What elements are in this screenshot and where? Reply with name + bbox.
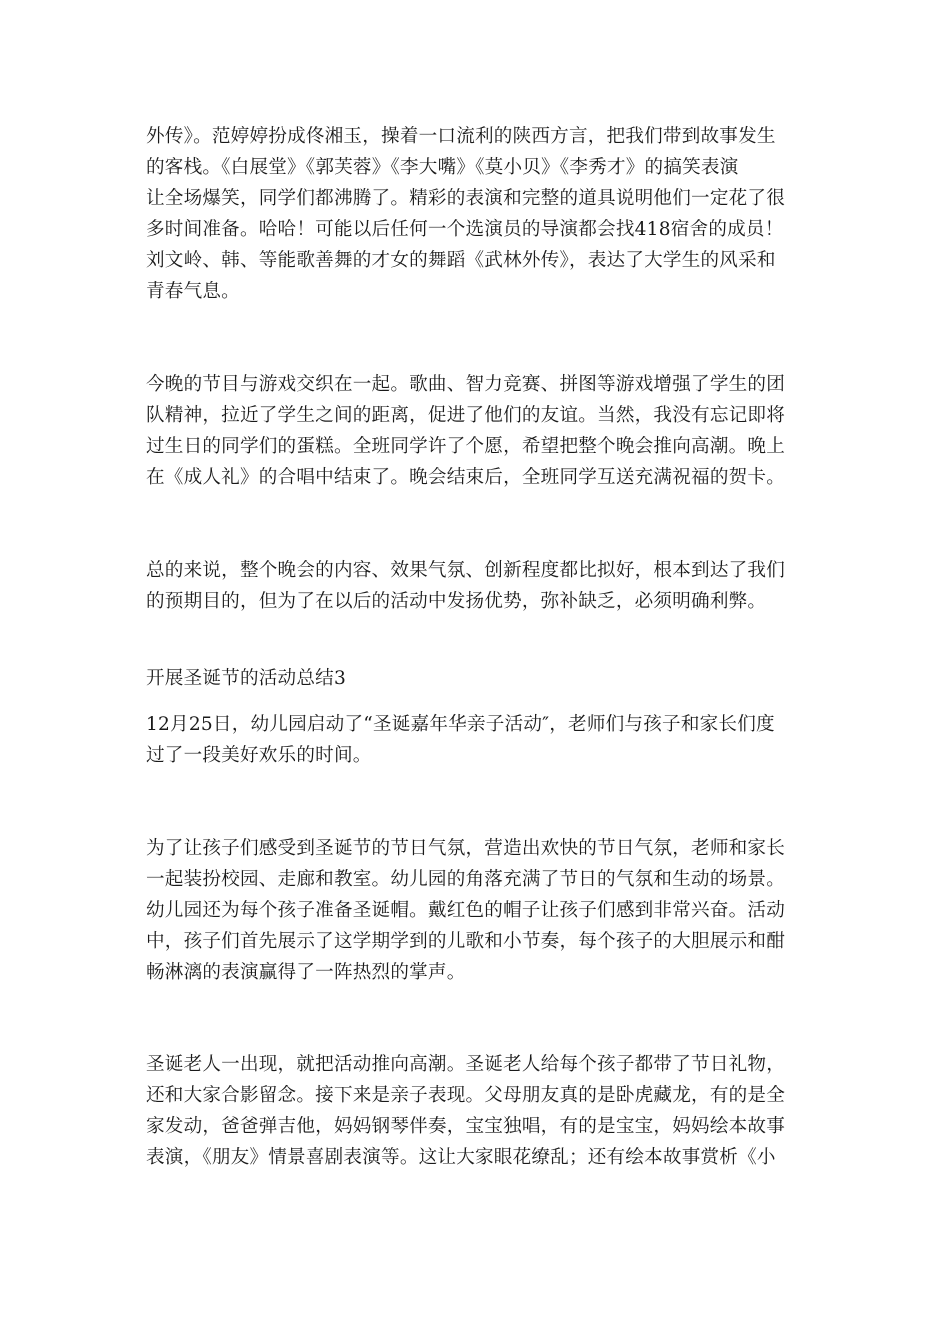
paragraph: 外传》。范婷婷扮成佟湘玉，操着一口流利的陕西方言，把我们带到故事发生 的客栈。《白展堂》《郭芙蓉》《李大嘴》《莫小贝》《李秀才》的搞笑表演 让全场爆笑，同学们都沸腾了。精彩的表演和完整的道具说明他们一定花了很 多时间准备。哈哈！可能以后任何一个选演员的导演都会找418宿舍的成员！ 刘文岭、韩、等能歌善舞的才女的舞蹈《武林外传》，表达了大学生的风采和 青春气息。 bbox=[146, 126, 785, 302]
paragraph: 今晚的节目与游戏交织在一起。歌曲、智力竞赛、拼图等游戏增强了学生的团 队精神，拉近了学生之间的距离，促进了他们的友谊。当然，我没有忘记即将 过生日的同学们的蛋糕。全班同学许了个愿，希望把整个晚会推向高潮。晚上 在《成人礼》的合唱中结束了。晚会结束后，全班同学互送充满祝福的贺卡。 bbox=[146, 374, 785, 488]
paragraph: 为了让孩子们感受到圣诞节的节日气氛，营造出欢快的节日气氛，老师和家长 一起装扮校园、走廊和教室。幼儿园的角落充满了节日的气氛和生动的场景。 幼儿园还为每个孩子准备圣诞帽。戴红色的帽子让孩子们感到非常兴奋。活动 中，孩子们首先展示了这学期学到的儿歌和小节奏，每个孩子的大胆展示和酣 畅淋漓的表演赢得了一阵热烈的掌声。 bbox=[146, 838, 785, 983]
paragraph: 总的来说，整个晚会的内容、效果气氛、创新程度都比拟好，根本到达了我们 的预期目的，但为了在以后的活动中发扬优势，弥补缺乏，必须明确利弊。 bbox=[146, 560, 785, 612]
paragraph: 12月25日，幼儿园启动了“圣诞嘉年华亲子活动″，老师们与孩子和家长们度 过了一段美好欢乐的时间。 bbox=[146, 714, 775, 766]
section-heading: 开展圣诞节的活动总结3 bbox=[146, 668, 346, 689]
paragraph: 圣诞老人一出现，就把活动推向高潮。圣诞老人给每个孩子都带了节日礼物， 还和大家合影留念。接下来是亲子表现。父母朋友真的是卧虎藏龙，有的是全 家发动，爸爸弹吉他，妈妈钢琴伴奏，宝宝独唱，有的是宝宝，妈妈绘本故事 表演，《朋友》情景喜剧表演等。这让大家眼花缭乱；还有绘本故事赏析《小 bbox=[146, 1054, 785, 1168]
